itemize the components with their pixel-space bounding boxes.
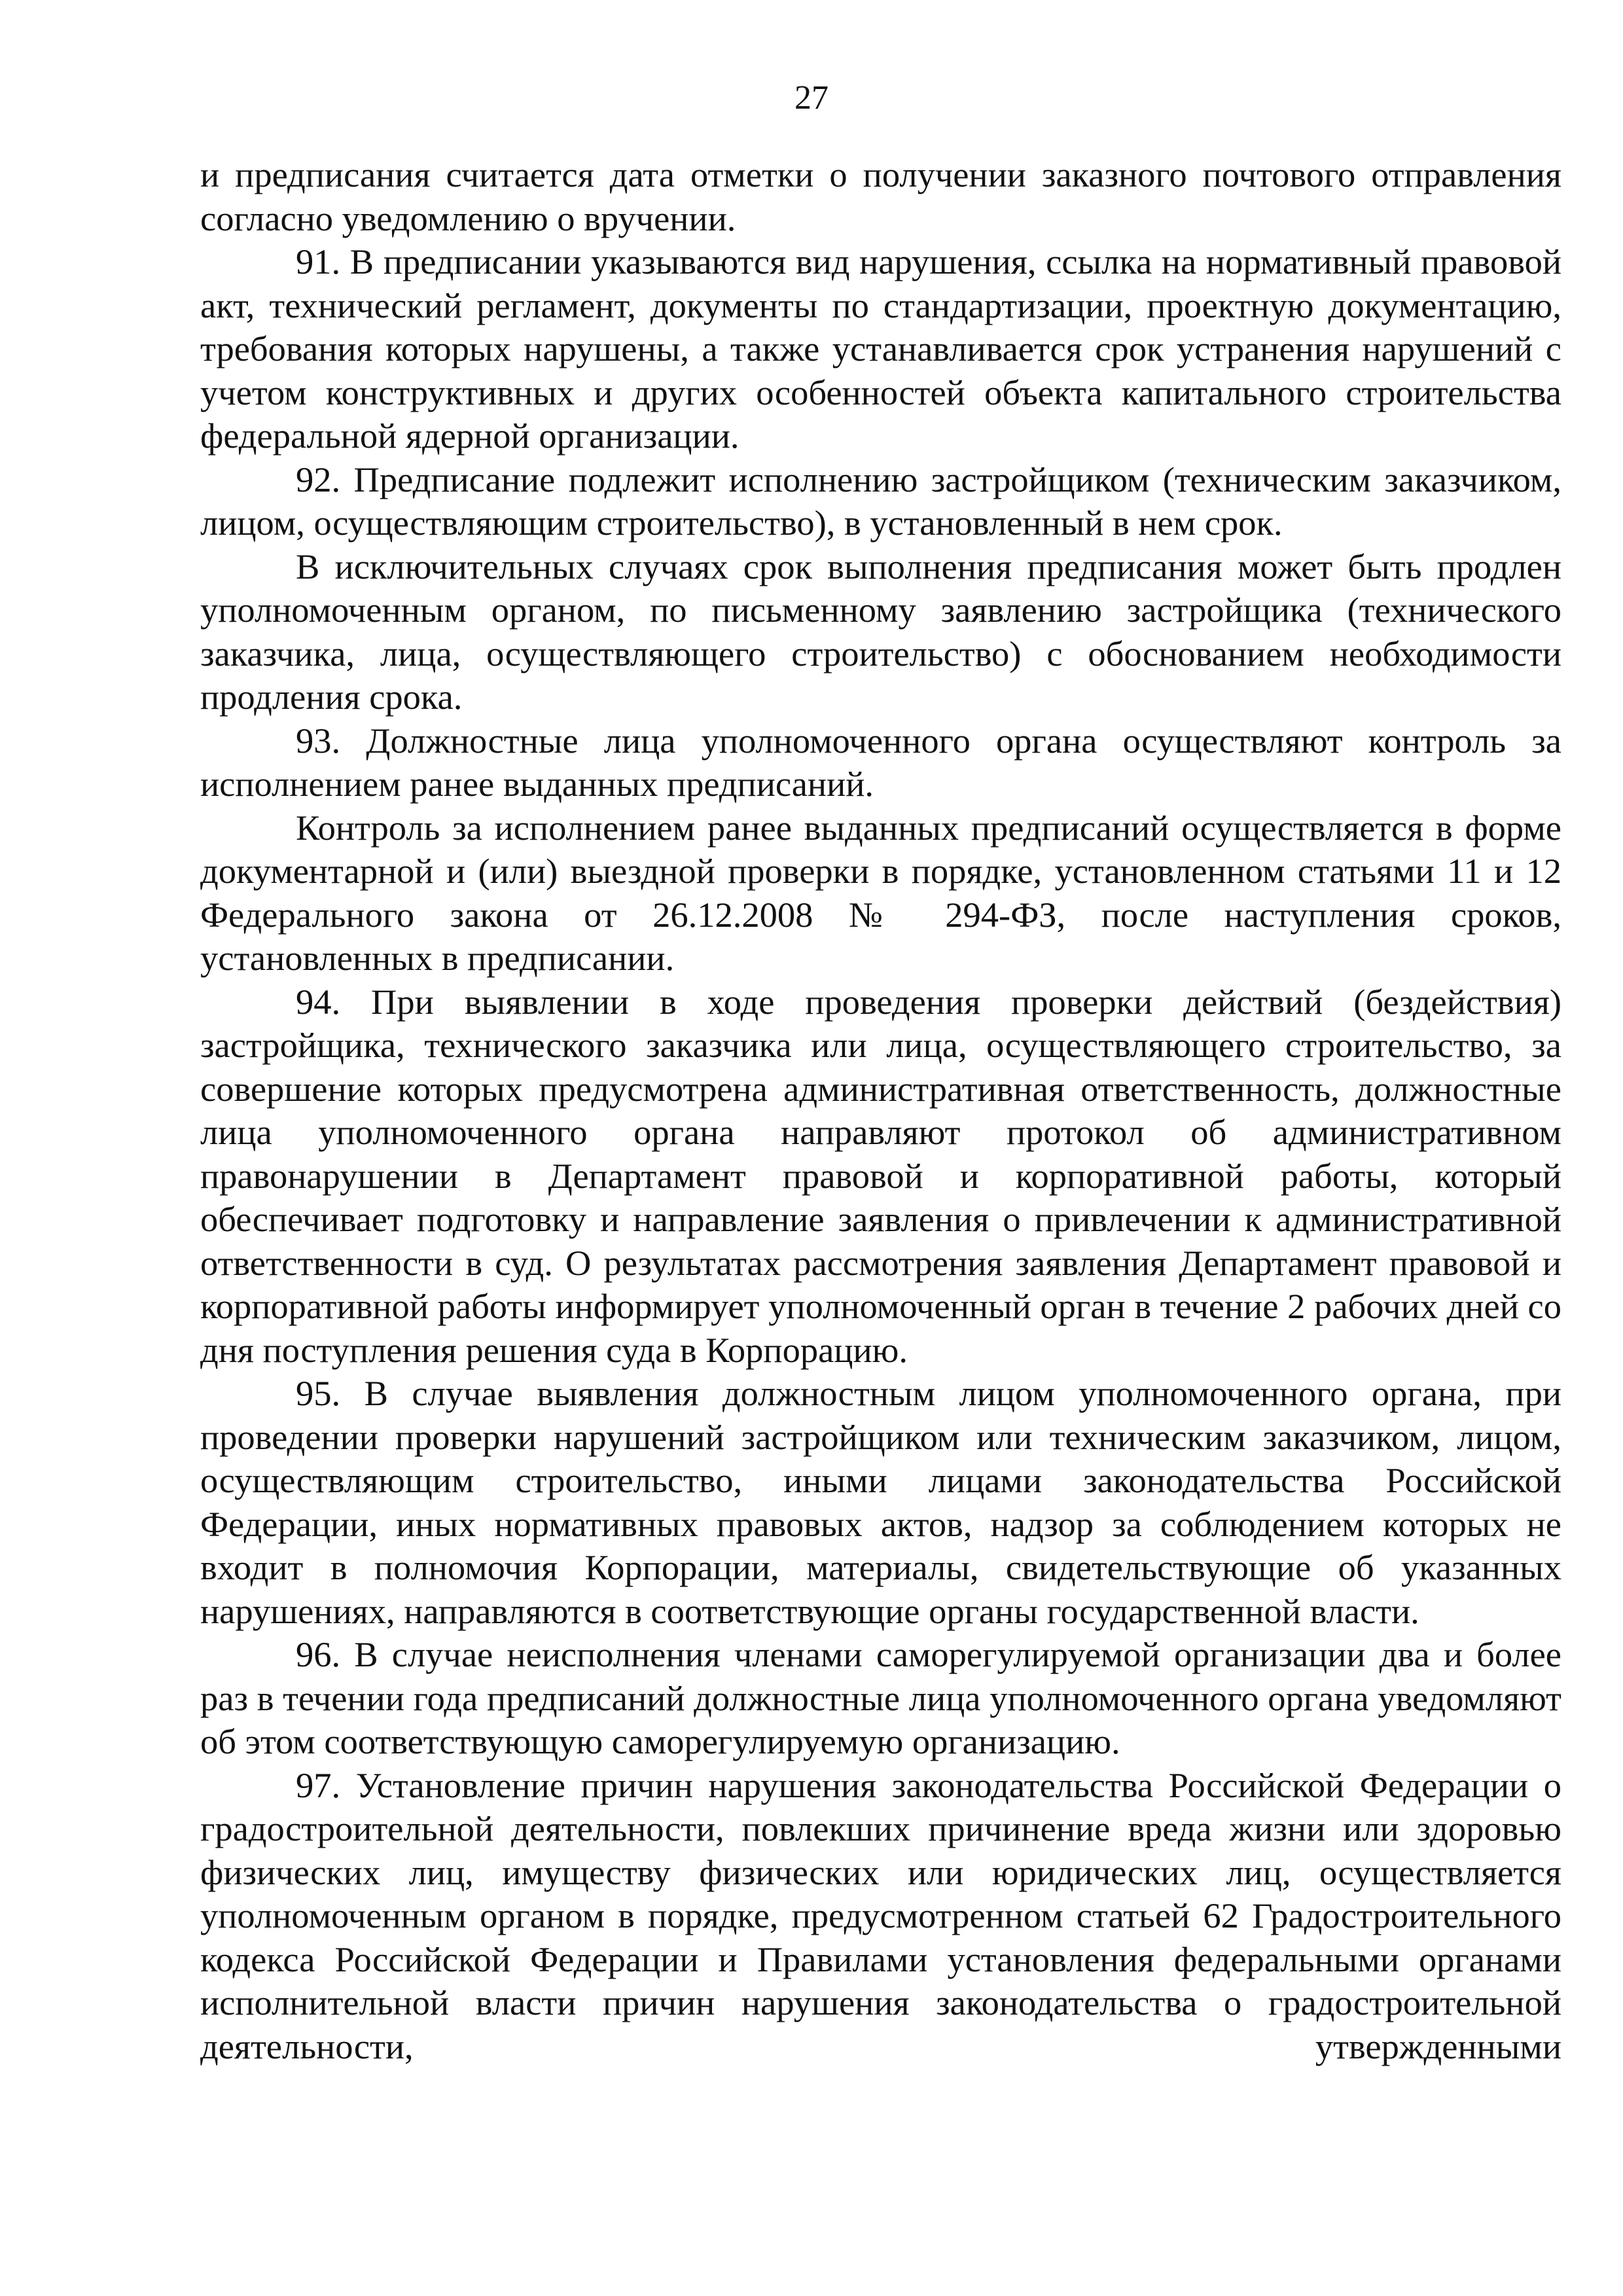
paragraph-91: 91. В предписании указываются вид нарушения, ссылка на нормативный правовой акт, технический регламент, документы по стандартизации, проектную документацию, требования которых нарушены, а также устанавливается срок устранения нарушений с учетом конструктивных и других особенностей объекта капитального строительства федеральной ядерной организации. [200,242,1561,456]
paragraph-96: 96. В случае неисполнения членами саморегулируемой организации два и более раз в течении года предписаний должностные лица уполномоченного органа уведомляют об этом соответствующую саморегулируемую организацию. [200,1634,1561,1761]
paragraph-continuation: и предписания считается дата отметки о получении заказного почтового отправления согласно уведомлению о вручении. [200,154,1561,238]
page-number: 27 [794,79,829,117]
paragraph-97: 97. Установление причин нарушения законодательства Российской Федерации о градостроительной деятельности, повлекших причинение вреда жизни или здоровью физических лиц, имуществу физических или юридических лиц, осуществляется уполномоченным органом в порядке, предусмотренном статьей 62 Градостроительного кодекса Российской Федерации и Правилами установления федеральными органами исполнительной власти причин нарушения законодательства о градостроительной деятельности, утвержденными [200,1765,1561,2066]
paragraph-95: 95. В случае выявления должностным лицом уполномоченного органа, при проведении проверки нарушений застройщиком или техническим заказчиком, лицом, осуществляющим строительство, иными лицами законодательства Российской Федерации, иных нормативных правовых актов, надзор за соблюдением которых не входит в полномочия Корпорации, материалы, свидетельствующие об указанных нарушениях, направляются в соответствующие органы государственной власти. [200,1373,1561,1631]
document-body [200,153,1561,2068]
paragraph-93: 93. Должностные лица уполномоченного органа осуществляют контроль за исполнением ранее выданных предписаний. [200,720,1561,804]
paragraph-93-control: Контроль за исполнением ранее выданных предписаний осуществляется в форме документарной и (или) выездной проверки в порядке, установленном статьями 11 и 12 Федерального закона от 26.12.2008 № 294-ФЗ, после наступления сроков, установленных в предписании. [200,807,1561,978]
paragraph-94: 94. При выявлении в ходе проведения проверки действий (бездействия) застройщика, технического заказчика или лица, осуществляющего строительство, за совершение которых предусмотрена административная ответственность, должностные лица уполномоченного органа направляют протокол об административном правонарушении в Департамент правовой и корпоративной работы, который обеспечивает подготовку и направление заявления о привлечении к административной ответственности в суд. О результатах рассмотрения заявления Департамент правовой и корпоративной работы информирует уполномоченный орган в течение 2 рабочих дней со дня поступления решения суда в Корпорацию. [200,981,1561,1370]
paragraph-92: 92. Предписание подлежит исполнению застройщиком (техническим заказчиком, лицом, осуществляющим строительство), в установленный в нем срок. [200,459,1561,543]
paragraph-92-extension: В исключительных случаях срок выполнения предписания может быть продлен уполномоченным органом, по письменному заявлению застройщика (технического заказчика, лица, осуществляющего строительство) с обоснованием необходимости продления срока. [200,546,1561,717]
